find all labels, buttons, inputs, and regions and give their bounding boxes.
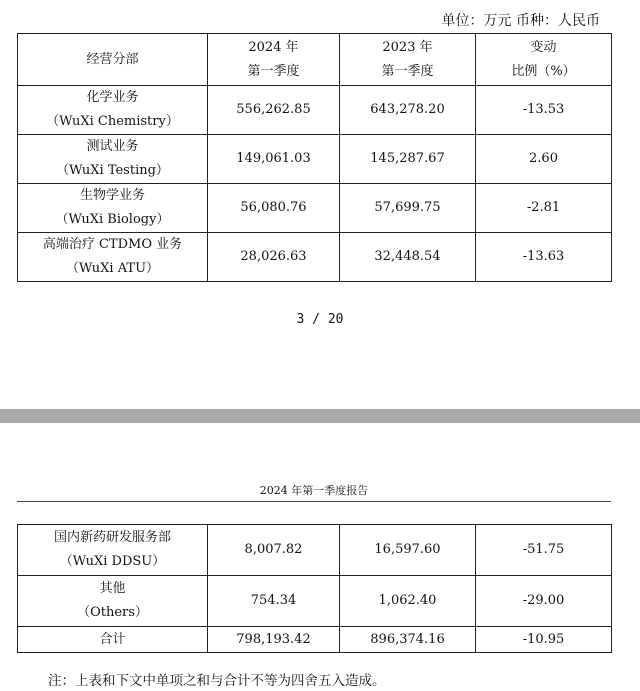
change-percent: -51.75 [476,525,612,576]
segment-name-en: （WuXi Biology） [55,212,170,227]
segment-cell [18,233,208,282]
segment-cell [18,576,208,627]
segment-name-en: （Others） [77,605,148,620]
segment-cell [18,135,208,184]
change-percent: 2.60 [476,135,612,184]
value-2023: 145,287.67 [340,135,476,184]
table-header-row [18,34,612,86]
segment-cell [18,525,208,576]
table-row [18,135,612,184]
report-running-header: 2024 年第一季度报告 [17,482,611,502]
segment-name: 化学业务 [86,90,139,105]
table-row [18,233,612,282]
value-2024: 556,262.85 [208,86,340,135]
table-row [18,576,612,627]
value-2024: 28,026.63 [208,233,340,282]
total-2024: 798,193.42 [208,627,340,653]
segment-name-en: （WuXi ATU） [65,261,160,276]
page-break-divider [0,409,640,423]
table-row [18,525,612,576]
total-row [18,627,612,653]
change-percent: -29.00 [476,576,612,627]
change-percent: -2.81 [476,184,612,233]
header-2024-q1 [208,34,340,86]
header-segment: 经营分部 [18,34,208,86]
value-2024: 754.34 [208,576,340,627]
value-2023: 1,062.40 [340,576,476,627]
header-change-title: 变动 [530,39,557,55]
page-number: 3 / 20 [296,312,344,327]
total-2023: 896,374.16 [340,627,476,653]
footnote: 注：上表和下文中单项之和与合计不等为四舍五入造成。 [48,673,386,689]
header-2023-year: 2023 年 [382,39,433,55]
segment-revenue-table-part2 [17,524,612,653]
total-change: -10.95 [476,627,612,653]
value-2024: 56,080.76 [208,184,340,233]
segment-name-en: （WuXi Chemistry） [46,114,179,129]
value-2023: 643,278.20 [340,86,476,135]
currency-unit-label: 单位：万元 币种：人民币 [441,13,600,29]
segment-name: 国内新药研发服务部 [53,530,171,545]
header-change-percent: 比例（%） [511,63,576,79]
value-2023: 32,448.54 [340,233,476,282]
header-2023-quarter: 第一季度 [381,63,434,79]
value-2023: 57,699.75 [340,184,476,233]
segment-cell [18,184,208,233]
header-change [476,34,612,86]
segment-name: 其他 [99,581,126,596]
header-2023-q1 [340,34,476,86]
table-row [18,184,612,233]
value-2024: 149,061.03 [208,135,340,184]
value-2024: 8,007.82 [208,525,340,576]
segment-name: 生物学业务 [79,188,145,203]
total-label: 合计 [18,627,208,653]
change-percent: -13.53 [476,86,612,135]
segment-revenue-table-part1 [17,33,612,282]
change-percent: -13.63 [476,233,612,282]
segment-name-en: （WuXi DDSU） [59,554,166,569]
segment-name-en: （WuXi Testing） [56,163,169,178]
segment-name: 测试业务 [86,139,139,154]
value-2023: 16,597.60 [340,525,476,576]
header-2024-quarter: 第一季度 [247,63,300,79]
segment-name: 高端治疗 CTDMO 业务 [42,237,183,252]
segment-cell [18,86,208,135]
header-2024-year: 2024 年 [248,39,299,55]
table-row [18,86,612,135]
